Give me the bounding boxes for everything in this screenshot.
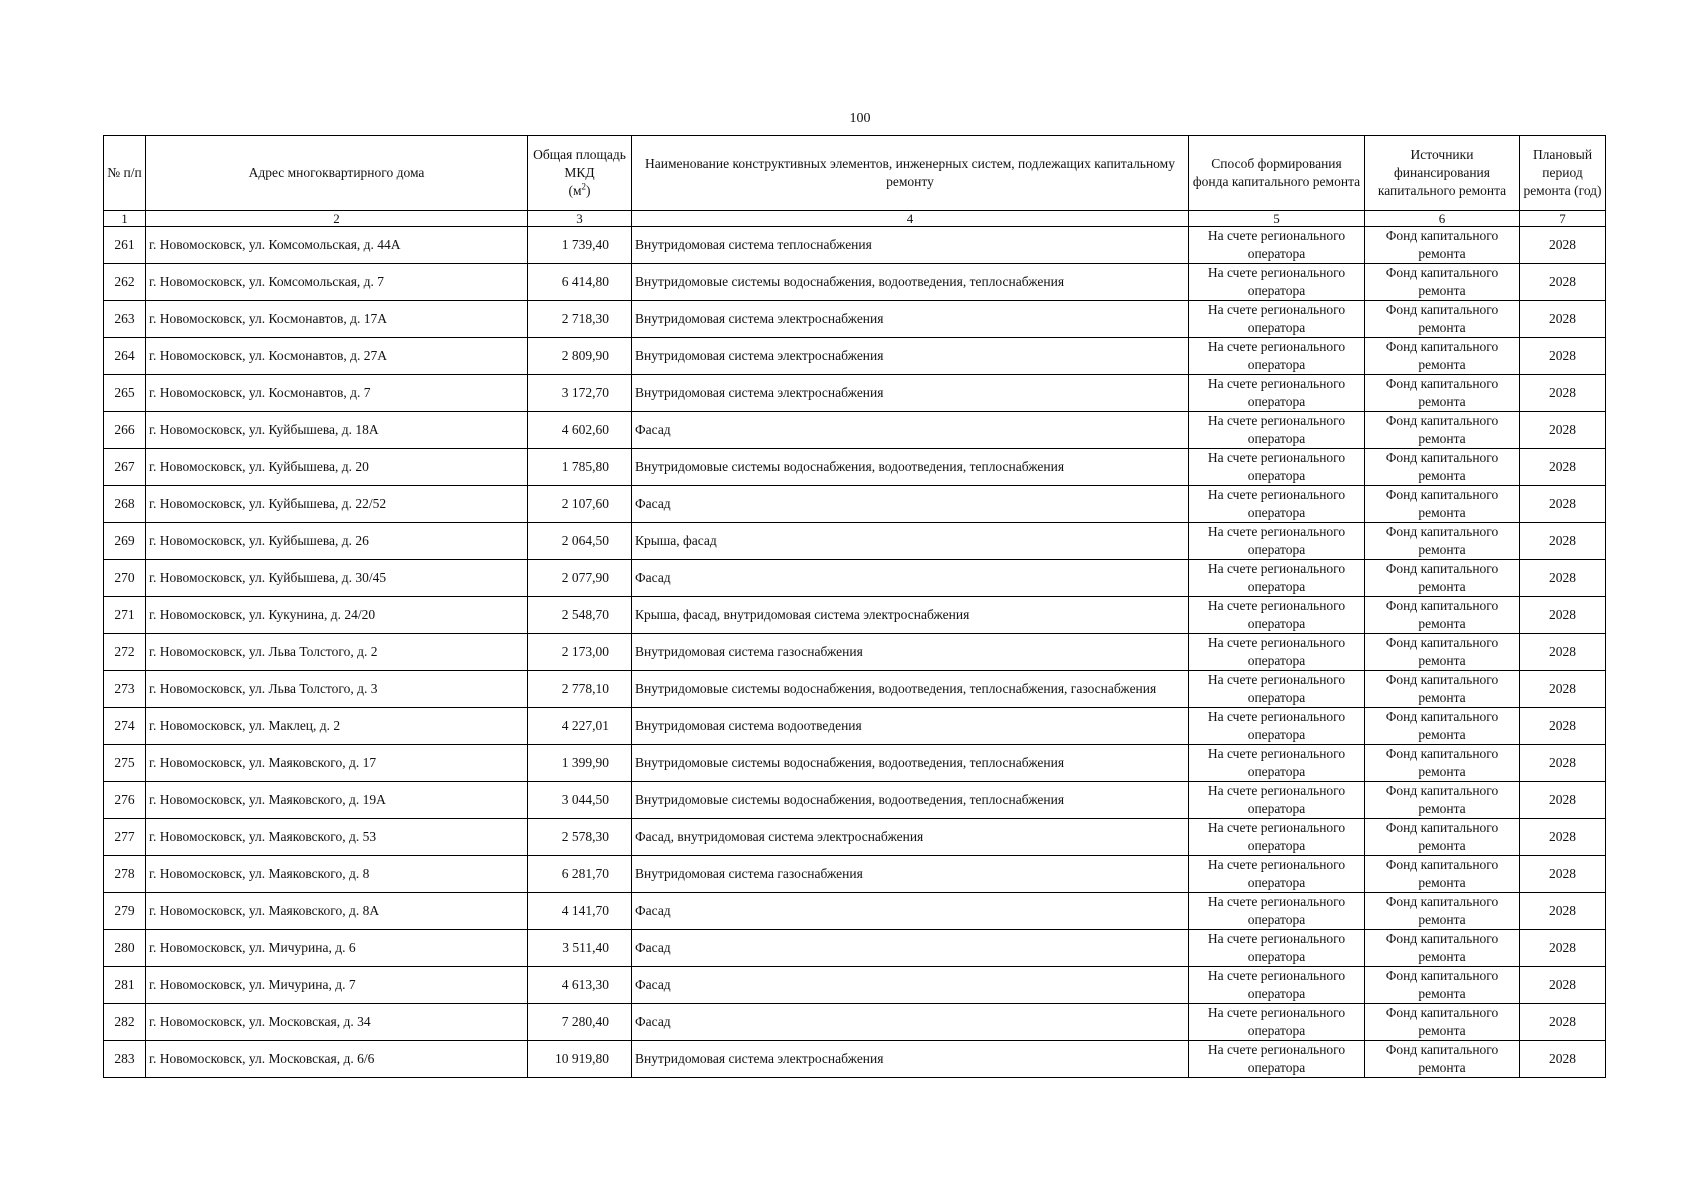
row-source: Фонд капитального ремонта xyxy=(1365,597,1520,634)
row-elements: Внутридомовая система газоснабжения xyxy=(632,634,1189,671)
table-row xyxy=(104,782,1606,819)
row-area: 2 548,70 xyxy=(528,597,632,634)
row-area: 4 613,30 xyxy=(528,967,632,1004)
row-number: 262 xyxy=(104,264,146,301)
table-row xyxy=(104,819,1606,856)
row-address: г. Новомосковск, ул. Московская, д. 6/6 xyxy=(146,1041,528,1078)
header-area-label: Общая площадь МКД xyxy=(533,147,626,180)
row-source: Фонд капитального ремонта xyxy=(1365,893,1520,930)
row-year: 2028 xyxy=(1520,1004,1606,1041)
table-row xyxy=(104,375,1606,412)
row-elements: Крыша, фасад, внутридомовая система электроснабжения xyxy=(632,597,1189,634)
row-elements: Внутридомовые системы водоснабжения, водоотведения, теплоснабжения xyxy=(632,264,1189,301)
row-method: На счете регионального оператора xyxy=(1189,930,1365,967)
row-address: г. Новомосковск, ул. Маяковского, д. 8А xyxy=(146,893,528,930)
row-address: г. Новомосковск, ул. Маяковского, д. 19А xyxy=(146,782,528,819)
row-year: 2028 xyxy=(1520,227,1606,264)
row-year: 2028 xyxy=(1520,819,1606,856)
header-area-unit: $(м^2)$ xyxy=(568,181,591,198)
row-source: Фонд капитального ремонта xyxy=(1365,1004,1520,1041)
row-source: Фонд капитального ремонта xyxy=(1365,856,1520,893)
row-number: 277 xyxy=(104,819,146,856)
table-row xyxy=(104,745,1606,782)
row-elements: Внутридомовая система водоотведения xyxy=(632,708,1189,745)
row-address: г. Новомосковск, ул. Московская, д. 34 xyxy=(146,1004,528,1041)
header-address: Адрес многоквартирного дома xyxy=(146,136,528,211)
row-area: 4 141,70 xyxy=(528,893,632,930)
table-row xyxy=(104,671,1606,708)
row-source: Фонд капитального ремонта xyxy=(1365,560,1520,597)
row-source: Фонд капитального ремонта xyxy=(1365,449,1520,486)
column-number: 7 xyxy=(1520,211,1606,227)
row-elements: Фасад xyxy=(632,1004,1189,1041)
row-address: г. Новомосковск, ул. Маяковского, д. 8 xyxy=(146,856,528,893)
header-method: Способ формирования фонда капитального ремонта xyxy=(1189,136,1365,211)
row-number: 269 xyxy=(104,523,146,560)
row-method: На счете регионального оператора xyxy=(1189,449,1365,486)
row-elements: Фасад xyxy=(632,486,1189,523)
row-source: Фонд капитального ремонта xyxy=(1365,708,1520,745)
row-number: 274 xyxy=(104,708,146,745)
row-number: 282 xyxy=(104,1004,146,1041)
row-number: 272 xyxy=(104,634,146,671)
row-year: 2028 xyxy=(1520,560,1606,597)
row-address: г. Новомосковск, ул. Куйбышева, д. 30/45 xyxy=(146,560,528,597)
row-number: 261 xyxy=(104,227,146,264)
row-source: Фонд капитального ремонта xyxy=(1365,967,1520,1004)
row-year: 2028 xyxy=(1520,893,1606,930)
row-year: 2028 xyxy=(1520,782,1606,819)
header-period: Плановый период ремонта (год) xyxy=(1520,136,1606,211)
row-year: 2028 xyxy=(1520,856,1606,893)
row-address: г. Новомосковск, ул. Маяковского, д. 53 xyxy=(146,819,528,856)
row-number: 263 xyxy=(104,301,146,338)
header-num: № п/п xyxy=(104,136,146,211)
table-row xyxy=(104,634,1606,671)
row-source: Фонд капитального ремонта xyxy=(1365,412,1520,449)
row-year: 2028 xyxy=(1520,597,1606,634)
row-year: 2028 xyxy=(1520,671,1606,708)
table-row xyxy=(104,930,1606,967)
row-year: 2028 xyxy=(1520,486,1606,523)
row-source: Фонд капитального ремонта xyxy=(1365,1041,1520,1078)
row-number: 280 xyxy=(104,930,146,967)
row-elements: Внутридомовые системы водоснабжения, водоотведения, теплоснабжения xyxy=(632,745,1189,782)
row-address: г. Новомосковск, ул. Космонавтов, д. 7 xyxy=(146,375,528,412)
row-year: 2028 xyxy=(1520,375,1606,412)
row-number: 265 xyxy=(104,375,146,412)
row-year: 2028 xyxy=(1520,708,1606,745)
table-row xyxy=(104,856,1606,893)
row-address: г. Новомосковск, ул. Маяковского, д. 17 xyxy=(146,745,528,782)
row-year: 2028 xyxy=(1520,338,1606,375)
table-row xyxy=(104,1041,1606,1078)
table-row xyxy=(104,486,1606,523)
row-method: На счете регионального оператора xyxy=(1189,227,1365,264)
row-area: 2 778,10 xyxy=(528,671,632,708)
table-row xyxy=(104,412,1606,449)
row-elements: Фасад xyxy=(632,930,1189,967)
row-method: На счете регионального оператора xyxy=(1189,1041,1365,1078)
row-area: 4 227,01 xyxy=(528,708,632,745)
row-method: На счете регионального оператора xyxy=(1189,782,1365,819)
row-method: На счете регионального оператора xyxy=(1189,375,1365,412)
row-method: На счете регионального оператора xyxy=(1189,1004,1365,1041)
row-number: 273 xyxy=(104,671,146,708)
row-method: На счете регионального оператора xyxy=(1189,338,1365,375)
row-address: г. Новомосковск, ул. Мичурина, д. 7 xyxy=(146,967,528,1004)
row-method: На счете регионального оператора xyxy=(1189,856,1365,893)
row-elements: Внутридомовая система электроснабжения xyxy=(632,338,1189,375)
row-address: г. Новомосковск, ул. Космонавтов, д. 17А xyxy=(146,301,528,338)
header-elements: Наименование конструктивных элементов, инженерных систем, подлежащих капитальному ремонту xyxy=(632,136,1189,211)
column-number-row xyxy=(104,211,1606,227)
row-elements: Крыша, фасад xyxy=(632,523,1189,560)
table-row xyxy=(104,893,1606,930)
header-row xyxy=(104,136,1606,211)
row-area: 3 172,70 xyxy=(528,375,632,412)
row-source: Фонд капитального ремонта xyxy=(1365,301,1520,338)
row-address: г. Новомосковск, ул. Куйбышева, д. 20 xyxy=(146,449,528,486)
row-source: Фонд капитального ремонта xyxy=(1365,486,1520,523)
row-method: На счете регионального оператора xyxy=(1189,597,1365,634)
row-area: 2 718,30 xyxy=(528,301,632,338)
row-method: На счете регионального оператора xyxy=(1189,745,1365,782)
row-area: 3 511,40 xyxy=(528,930,632,967)
row-area: 6 414,80 xyxy=(528,264,632,301)
row-area: 2 809,90 xyxy=(528,338,632,375)
table-row xyxy=(104,264,1606,301)
row-elements: Внутридомовая система электроснабжения xyxy=(632,301,1189,338)
row-method: На счете регионального оператора xyxy=(1189,893,1365,930)
row-address: г. Новомосковск, ул. Куйбышева, д. 22/52 xyxy=(146,486,528,523)
row-method: На счете регионального оператора xyxy=(1189,523,1365,560)
row-address: г. Новомосковск, ул. Льва Толстого, д. 2 xyxy=(146,634,528,671)
row-source: Фонд капитального ремонта xyxy=(1365,782,1520,819)
row-elements: Внутридомовая система газоснабжения xyxy=(632,856,1189,893)
row-source: Фонд капитального ремонта xyxy=(1365,819,1520,856)
row-number: 275 xyxy=(104,745,146,782)
column-number: 1 xyxy=(104,211,146,227)
row-address: г. Новомосковск, ул. Куйбышева, д. 18А xyxy=(146,412,528,449)
row-elements: Фасад, внутридомовая система электроснабжения xyxy=(632,819,1189,856)
column-number: 5 xyxy=(1189,211,1365,227)
row-method: На счете регионального оператора xyxy=(1189,708,1365,745)
row-method: На счете регионального оператора xyxy=(1189,560,1365,597)
row-area: 7 280,40 xyxy=(528,1004,632,1041)
row-area: 2 578,30 xyxy=(528,819,632,856)
row-method: На счете регионального оператора xyxy=(1189,412,1365,449)
row-year: 2028 xyxy=(1520,634,1606,671)
row-number: 266 xyxy=(104,412,146,449)
row-method: На счете регионального оператора xyxy=(1189,264,1365,301)
row-year: 2028 xyxy=(1520,930,1606,967)
row-elements: Внутридомовая система электроснабжения xyxy=(632,1041,1189,1078)
row-elements: Внутридомовые системы водоснабжения, водоотведения, теплоснабжения xyxy=(632,449,1189,486)
header-area xyxy=(528,136,632,211)
row-year: 2028 xyxy=(1520,745,1606,782)
row-elements: Фасад xyxy=(632,967,1189,1004)
row-area: 2 064,50 xyxy=(528,523,632,560)
row-number: 281 xyxy=(104,967,146,1004)
row-area: 1 399,90 xyxy=(528,745,632,782)
table-row xyxy=(104,560,1606,597)
table-row xyxy=(104,523,1606,560)
row-method: На счете регионального оператора xyxy=(1189,671,1365,708)
row-elements: Внутридомовые системы водоснабжения, водоотведения, теплоснабжения, газоснабжения xyxy=(632,671,1189,708)
row-elements: Внутридомовые системы водоснабжения, водоотведения, теплоснабжения xyxy=(632,782,1189,819)
row-method: На счете регионального оператора xyxy=(1189,634,1365,671)
row-number: 271 xyxy=(104,597,146,634)
row-year: 2028 xyxy=(1520,1041,1606,1078)
row-area: 10 919,80 xyxy=(528,1041,632,1078)
row-area: 1 739,40 xyxy=(528,227,632,264)
row-area: 2 107,60 xyxy=(528,486,632,523)
row-number: 276 xyxy=(104,782,146,819)
row-area: 2 173,00 xyxy=(528,634,632,671)
row-area: 6 281,70 xyxy=(528,856,632,893)
row-source: Фонд капитального ремонта xyxy=(1365,930,1520,967)
row-address: г. Новомосковск, ул. Льва Толстого, д. 3 xyxy=(146,671,528,708)
row-source: Фонд капитального ремонта xyxy=(1365,634,1520,671)
column-number: 4 xyxy=(632,211,1189,227)
row-elements: Внутридомовая система электроснабжения xyxy=(632,375,1189,412)
table-row xyxy=(104,227,1606,264)
row-area: 4 602,60 xyxy=(528,412,632,449)
page-number: 100 xyxy=(849,111,871,126)
row-method: На счете регионального оператора xyxy=(1189,486,1365,523)
row-number: 278 xyxy=(104,856,146,893)
row-number: 268 xyxy=(104,486,146,523)
table-row xyxy=(104,708,1606,745)
column-number: 6 xyxy=(1365,211,1520,227)
row-method: На счете регионального оператора xyxy=(1189,819,1365,856)
row-method: На счете регионального оператора xyxy=(1189,301,1365,338)
row-area: 1 785,80 xyxy=(528,449,632,486)
row-address: г. Новомосковск, ул. Мичурина, д. 6 xyxy=(146,930,528,967)
row-year: 2028 xyxy=(1520,449,1606,486)
table-header xyxy=(104,136,1606,227)
row-elements: Фасад xyxy=(632,893,1189,930)
row-elements: Фасад xyxy=(632,560,1189,597)
row-number: 283 xyxy=(104,1041,146,1078)
row-year: 2028 xyxy=(1520,523,1606,560)
row-area: 3 044,50 xyxy=(528,782,632,819)
row-elements: Фасад xyxy=(632,412,1189,449)
row-elements: Внутридомовая система теплоснабжения xyxy=(632,227,1189,264)
row-year: 2028 xyxy=(1520,301,1606,338)
row-address: г. Новомосковск, ул. Маклец, д. 2 xyxy=(146,708,528,745)
row-source: Фонд капитального ремонта xyxy=(1365,375,1520,412)
row-source: Фонд капитального ремонта xyxy=(1365,671,1520,708)
table-row xyxy=(104,967,1606,1004)
row-method: На счете регионального оператора xyxy=(1189,967,1365,1004)
row-number: 270 xyxy=(104,560,146,597)
row-address: г. Новомосковск, ул. Кукунина, д. 24/20 xyxy=(146,597,528,634)
row-year: 2028 xyxy=(1520,412,1606,449)
header-sources: Источники финансирования капитального ремонта xyxy=(1365,136,1520,211)
table-row xyxy=(104,449,1606,486)
row-source: Фонд капитального ремонта xyxy=(1365,338,1520,375)
row-source: Фонд капитального ремонта xyxy=(1365,227,1520,264)
column-number: 3 xyxy=(528,211,632,227)
row-area: 2 077,90 xyxy=(528,560,632,597)
row-source: Фонд капитального ремонта xyxy=(1365,523,1520,560)
table-row xyxy=(104,1004,1606,1041)
row-number: 264 xyxy=(104,338,146,375)
capital-repair-table xyxy=(103,135,1606,1078)
table-row xyxy=(104,338,1606,375)
row-year: 2028 xyxy=(1520,967,1606,1004)
row-year: 2028 xyxy=(1520,264,1606,301)
table-body xyxy=(104,227,1606,1078)
row-source: Фонд капитального ремонта xyxy=(1365,745,1520,782)
row-address: г. Новомосковск, ул. Комсомольская, д. 7 xyxy=(146,264,528,301)
row-address: г. Новомосковск, ул. Комсомольская, д. 44А xyxy=(146,227,528,264)
row-source: Фонд капитального ремонта xyxy=(1365,264,1520,301)
row-address: г. Новомосковск, ул. Космонавтов, д. 27А xyxy=(146,338,528,375)
column-number: 2 xyxy=(146,211,528,227)
row-number: 279 xyxy=(104,893,146,930)
table-row xyxy=(104,597,1606,634)
row-number: 267 xyxy=(104,449,146,486)
row-address: г. Новомосковск, ул. Куйбышева, д. 26 xyxy=(146,523,528,560)
table-row xyxy=(104,301,1606,338)
